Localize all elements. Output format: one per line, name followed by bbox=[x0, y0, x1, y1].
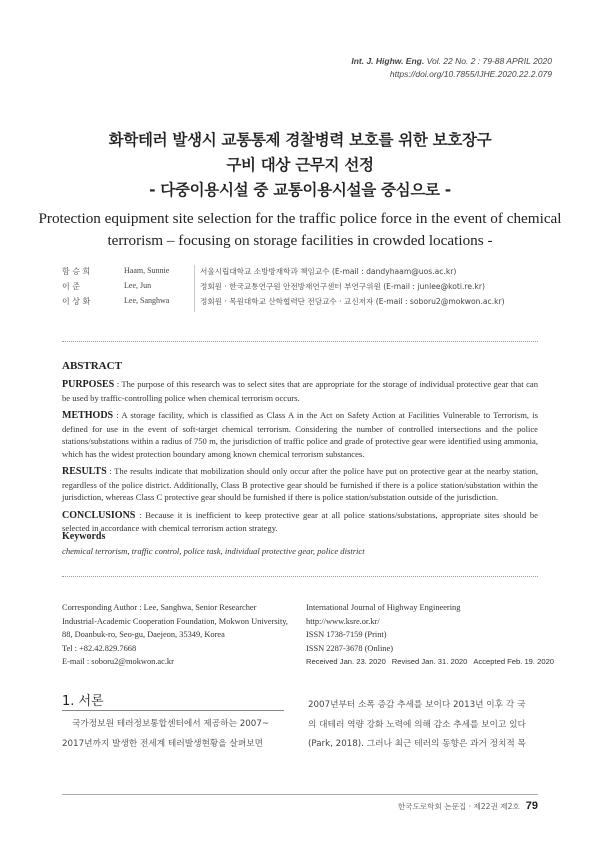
conclusions-label: CONCLUSIONS bbox=[62, 509, 136, 521]
body-line: 의 대테러 역량 강화 노력에 의해 감소 추세를 보이고 있다 bbox=[308, 719, 526, 730]
body-line: 국가정보원 테러정보통합센터에서 제공하는 2007~ bbox=[72, 719, 270, 729]
english-title-line: Protection equipment site selection for the traffic police force in the event of chemical bbox=[38, 210, 562, 227]
corresponding-line: Tel : +82.42.829.7668 bbox=[62, 643, 137, 653]
english-title-line: terrorism – focusing on storage facilities in crowded locations - bbox=[107, 232, 493, 249]
author-affiliation: 정회원 · 한국교통연구원 안전방재연구센터 부연구위원 (E-mail : junlee@koti.re.kr) bbox=[200, 282, 485, 291]
author-name-en: Lee, Jun bbox=[124, 281, 152, 290]
body-line: 2017년까지 발생한 전세계 테러발생현황을 살펴보면 bbox=[62, 738, 263, 749]
accepted-date: Accepted Feb. 19. 2020 bbox=[473, 657, 555, 667]
author-affiliation: 정회원 · 목원대학교 산학협력단 전담교수 · 교신저자 (E-mail : soboru2@mokwon.ac.kr) bbox=[200, 297, 505, 306]
page-number: 79 bbox=[525, 800, 538, 812]
section-divider bbox=[62, 341, 538, 342]
page-footer bbox=[398, 800, 538, 812]
corresponding-line: Corresponding Author : Lee, Sanghwa, Senior Researcher bbox=[62, 603, 257, 612]
english-title bbox=[36, 208, 564, 252]
korean-title bbox=[40, 128, 560, 203]
body-line: 2007년부터 소폭 증감 추세를 보이다 2013년 이후 각 국 bbox=[308, 700, 526, 710]
received-date: Received Jan. 23. 2020 bbox=[306, 657, 386, 667]
abstract-body bbox=[62, 378, 538, 540]
abstract-results bbox=[62, 465, 538, 504]
author-row bbox=[62, 266, 542, 280]
author-name-ko: 이 준 bbox=[62, 282, 80, 291]
journal-url[interactable]: http://www.ksre.or.kr/ bbox=[306, 616, 380, 626]
revised-date: Revised Jan. 31. 2020 bbox=[391, 657, 468, 667]
abstract-methods bbox=[62, 409, 538, 460]
intro-left-column bbox=[62, 715, 292, 754]
author-affiliation: 서울시립대학교 소방방재학과 책임교수 (E-mail : dandyhaam@uos.ac.kr) bbox=[200, 267, 457, 276]
intro-right-column bbox=[308, 696, 538, 755]
corresponding-email: E-mail : soboru2@mokwon.ac.kr bbox=[62, 657, 174, 667]
author-name-en: Lee, Sanghwa bbox=[124, 296, 170, 305]
journal-info-line: International Journal of Highway Engineering bbox=[306, 603, 461, 612]
abstract-conclusions bbox=[62, 509, 538, 535]
corresponding-author-block bbox=[62, 601, 292, 669]
corresponding-line: 88, Doanbuk-ro, Seo-gu, Daejeon, 35349, Korea bbox=[62, 630, 225, 640]
author-row bbox=[62, 281, 542, 295]
author-row bbox=[62, 296, 542, 310]
methods-text: : A storage facility, which is classified as Class A in the Act on Safety Action at Facilities Vulnerable to Terrorism, is defined for use in the event of soft-target chemical terrorism. Considering the number of controlled intersections and the police stations/substations within a radius of 750 m, the jurisdiction of traffic police and grade of protective gear were identified using ammonia, which has the widest protection boundary among known chemical terrorism substances. bbox=[62, 409, 538, 459]
results-text: : The results indicate that mobilization should only occur after the police have put on protective gear at the nearby station, regardless of the police district. Additionally, Class B protective gear should be furnished if there is a police station/substation within the jurisdiction, whereas Class C protective gear should be furnished if there is police station/substation outside of the jurisdiction. bbox=[62, 466, 538, 503]
keywords-text: chemical terrorism, traffic control, police task, individual protective gear, police district bbox=[62, 546, 365, 556]
methods-label: METHODS bbox=[62, 409, 114, 421]
purposes-label: PURPOSES bbox=[62, 379, 115, 390]
heading-underline bbox=[62, 710, 284, 711]
body-line: (Park, 2018). 그러나 최근 테러의 동향은 과거 정치적 목 bbox=[308, 739, 526, 749]
author-name-en: Haam, Sunnie bbox=[124, 266, 170, 275]
korean-title-line: 화학테러 발생시 교통통제 경찰병력 보호를 위한 보호장구 bbox=[108, 131, 492, 149]
journal-name: Int. J. Highw. Eng. bbox=[351, 56, 425, 66]
footer-journal: 한국도로학회 논문집 · 제22권 제2호 bbox=[397, 802, 520, 811]
journal-info-line: ISSN 2287-3678 (Online) bbox=[306, 643, 394, 653]
journal-info-block bbox=[306, 601, 555, 669]
keywords-label: Keywords bbox=[62, 531, 106, 542]
corresponding-line: Industrial-Academic Cooperation Foundation, Mokwon University, bbox=[62, 616, 289, 626]
results-label: RESULTS bbox=[62, 466, 107, 478]
journal-doi[interactable]: https://doi.org/10.7855/IJHE.2020.22.2.079 bbox=[389, 69, 552, 79]
purposes-text: : The purpose of this research was to select sites that are appropriate for the storage of individual protective gear that can be used by traffic-controlling police when chemical terrorism occurs. bbox=[62, 379, 538, 403]
section-heading: 1. 서론 bbox=[62, 694, 104, 709]
section-divider bbox=[62, 576, 538, 577]
korean-subtitle: - 다중이용시설 중 교통이용시설을 중심으로 - bbox=[149, 181, 451, 199]
author-name-ko: 이 상 화 bbox=[62, 297, 91, 306]
conclusions-text: : Because it is inefficient to keep protective gear at all police stations/substations, appropriate sites should be selected in accordance with chemical terrorism action strategy. bbox=[62, 509, 538, 534]
abstract-purposes bbox=[62, 378, 538, 404]
journal-citation bbox=[351, 55, 552, 81]
footer-rule bbox=[62, 794, 538, 795]
korean-title-line: 구비 대상 근무지 선정 bbox=[226, 156, 374, 174]
journal-info-line: ISSN 1738-7159 (Print) bbox=[306, 630, 387, 640]
submission-dates bbox=[306, 655, 555, 669]
journal-volume: Vol. 22 No. 2 : 79-88 APRIL 2020 bbox=[426, 56, 552, 66]
abstract-heading: ABSTRACT bbox=[62, 360, 122, 372]
author-name-ko: 함 승 희 bbox=[62, 267, 91, 276]
